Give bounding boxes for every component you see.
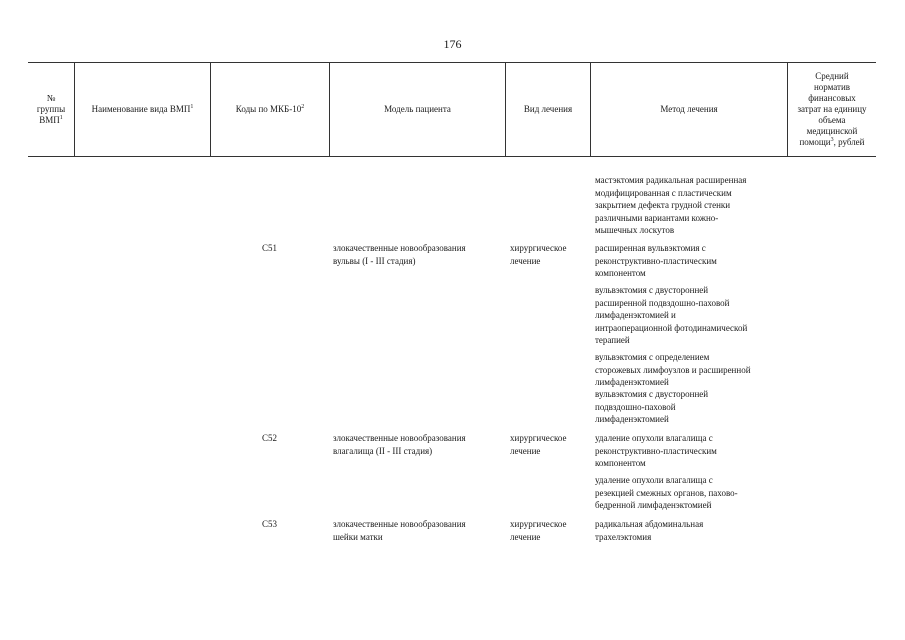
header-treatment-type: Вид лечения [523, 104, 573, 114]
method-text: вульвэктомия с двусторонней расширенной подвздошно-паховой лимфаденэктомией и интраоперационной фотодинамической терапией [595, 285, 748, 346]
treatment-type-text: хирургическое лечение [510, 519, 567, 542]
method-text: вульвэктомия с определением сторожевых лимфоузлов и расширенной лимфаденэктомией [595, 352, 751, 388]
method-text: расширенная вульвэктомия с реконструктивно-пластическим компонентом [595, 243, 717, 279]
icd-code-c53: C53 [262, 519, 278, 529]
page-number: 176 [443, 37, 462, 51]
icd-code-c51: C51 [262, 243, 278, 253]
patient-model-text: злокачественные новообразования влагалища (II - III стадия) [333, 433, 466, 456]
method-text: вульвэктомия с двусторонней подвздошно-паховой лимфаденэктомией [595, 389, 709, 425]
header-treatment-method: Метод лечения [660, 104, 718, 114]
treatment-type-text: хирургическое лечение [510, 243, 567, 266]
header-group-number: № группы ВМП$^1$ [36, 93, 66, 125]
icd-code-c52: C52 [262, 433, 278, 443]
method-text: радикальная абдоминальная трахелэктомия [595, 519, 704, 542]
patient-model-text: злокачественные новообразования вульвы (I - III стадия) [333, 243, 466, 266]
header-patient-model: Модель пациента [384, 104, 451, 114]
patient-model-text: злокачественные новообразования шейки матки [333, 519, 466, 542]
method-text: удаление опухоли влагалища с резекцией смежных органов, пахово- бедренной лимфаденэктомией [595, 475, 738, 511]
header-vmp-type-name: Наименование вида ВМП$^1$ [91, 104, 194, 114]
method-text: удаление опухоли влагалища с реконструктивно-пластическим компонентом [595, 433, 717, 469]
method-text: мастэктомия радикальная расширенная модифицированная с пластическим закрытием дефекта грудной стенки различными вариантами кожно- мышечных лоскутов [595, 175, 747, 236]
treatment-type-text: хирургическое лечение [510, 433, 567, 456]
header-bottom-border [28, 156, 876, 157]
header-average-cost: Средний норматив финансовых затрат на единицу объема медицинской помощи$^3$, рублей [797, 71, 867, 147]
header-icd-codes: Коды по МКБ-$10^2$ [235, 104, 305, 114]
